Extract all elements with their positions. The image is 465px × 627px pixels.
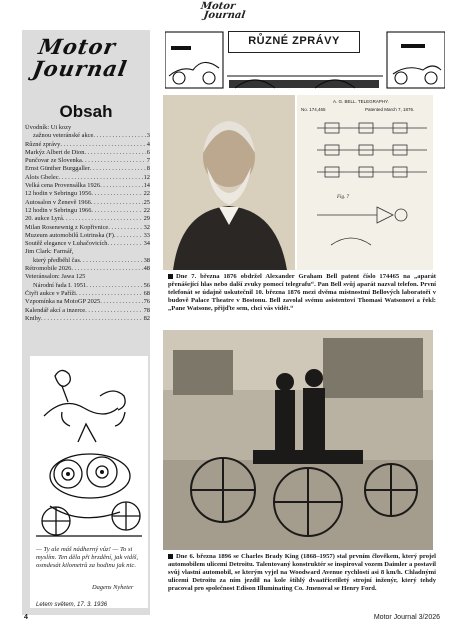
toc-item xyxy=(25,290,150,298)
toc-leader-dots xyxy=(80,257,143,265)
patent-label: A. G. BELL. TELEGRAPHY. xyxy=(333,99,389,104)
toc-item-title: Alois Gbelec xyxy=(25,173,59,181)
toc-item-title: Různé zprávy xyxy=(25,140,61,148)
article-caption-bell: Dne 7. března 1876 obdržel Alexander Graham Bell patent číslo 174465 na „aparát přenášející hlas nebo další zvuky pomocí telegrafu“. Pan Bell svůj aparát nazval telefon. První telefonát se údajně uskutečnil 10. března 1876 mezi dvěma místnostmi Bellových laboratoří v budově Palace Theatre v Bostonu. Bell zavolal svému asistentovi Thomasi Watsonovi a řekl: „Pane Watsone, přijďte sem, chci vás vidět.“ xyxy=(168,273,436,312)
toc-item xyxy=(25,257,150,265)
toc-item-page: 34 xyxy=(143,240,150,248)
toc-leader-dots xyxy=(63,215,143,223)
section-title: RŮZNÉ ZPRÁVY xyxy=(228,31,360,53)
toc-item-page: 48 xyxy=(143,265,150,273)
toc-item-title: Jim Clark: Farmář, xyxy=(25,248,74,256)
toc-leader-dots xyxy=(91,190,142,198)
toc-item xyxy=(25,199,150,207)
toc-item xyxy=(25,165,150,173)
toc-item-page: 68 xyxy=(143,289,150,297)
toc-leader-dots xyxy=(59,174,143,182)
toc-item-page: 56 xyxy=(143,281,150,289)
toc-title: Obsah xyxy=(59,102,113,121)
caption-marker xyxy=(168,554,173,559)
toc-item-title: Veteránsalon: Jawa 125 xyxy=(25,273,86,281)
sidebar-logo-line2: Journal xyxy=(30,56,130,81)
toc-item-title: Ernst Günther Burggaller xyxy=(25,165,90,173)
toc-item xyxy=(25,207,150,215)
cartoon-source: Letem světem, 17. 3. 1936 xyxy=(36,602,108,608)
toc-leader-dots xyxy=(91,199,143,207)
toc-item xyxy=(25,157,150,165)
toc-item-title: který předběhl čas xyxy=(33,256,80,264)
toc-item xyxy=(25,174,150,182)
toc-item xyxy=(25,240,150,248)
toc-item xyxy=(25,298,150,306)
toc-item xyxy=(25,224,150,232)
patent-number: No. 174,465 xyxy=(301,107,326,112)
toc-leader-dots xyxy=(91,207,142,215)
toc-leader-dots xyxy=(60,141,145,149)
toc-item-page: 29 xyxy=(143,215,150,223)
king-automobile-photo xyxy=(163,330,433,550)
toc-item-title: 20. aukce Lyrá xyxy=(25,215,63,223)
toc-item-page: 22 xyxy=(143,206,150,214)
issue-label: Motor Journal 3/2026 xyxy=(373,614,440,621)
toc-item xyxy=(25,315,150,323)
toc-item-page: 14 xyxy=(143,182,150,190)
toc-item-page: 25 xyxy=(143,198,150,206)
toc-leader-dots xyxy=(108,240,143,248)
toc-item-page: 4 xyxy=(146,140,150,148)
toc-item xyxy=(25,141,150,149)
toc-item-page: 8 xyxy=(146,165,150,173)
toc-item-title: Markýz Albert de Dion xyxy=(25,148,85,156)
toc-item-title: Soutěž elegance v Luhačovicích xyxy=(25,240,108,248)
toc-item xyxy=(25,190,150,198)
toc-leader-dots xyxy=(108,224,142,232)
toc-item xyxy=(25,248,150,256)
header-logo xyxy=(198,2,271,24)
toc-item xyxy=(25,273,150,281)
toc-item-title: Knihy xyxy=(25,314,41,322)
toc-leader-dots xyxy=(93,132,145,140)
article-caption-king: Dne 6. března 1896 se Charles Brady King (1868–1957) stal prvním člověkem, který projel automobilem ulicemi Detroitu. Talentovaný konstruktér se inspiroval vozem Daimler a postavil svůj vlastní automobil, se kterým vyjel na Woodward Avenue rychlostí asi 8 km/h. Chladnými ulicemi Detroitu za ním jezdil na kole štíhlý dvaatřicetiletý strojní inženýr, který tehdy pracoval pro společnost Edison Illuminating Co. Jmenoval se Henry Ford. xyxy=(168,553,436,592)
patent-fig-label: Fig. 7 xyxy=(337,195,349,200)
toc-leader-dots xyxy=(76,290,143,298)
cartoon-caption: — Ty ale máš nádherný vůz! — To si myslím. Ten děla při brzdění, jak vidíš, osmdesát kilometrů za hodinu jak nic. xyxy=(36,546,139,569)
toc-item xyxy=(25,182,150,190)
toc-item-page: 32 xyxy=(143,223,150,231)
toc-item xyxy=(25,282,150,290)
caption-marker xyxy=(168,274,173,279)
header-logo-line2: Journal xyxy=(202,10,246,21)
toc-item-title: Kalendář akcí a inzerce xyxy=(25,306,86,314)
toc-item-page: 22 xyxy=(143,190,150,198)
toc-item-page: 78 xyxy=(143,306,150,314)
toc-leader-dots xyxy=(84,149,145,157)
automobile-illustration xyxy=(163,330,433,550)
toc-item-title: Milan Rosenewnig z Kopřivnice xyxy=(25,223,109,231)
toc-leader-dots xyxy=(90,165,146,173)
portrait-illustration xyxy=(163,95,295,270)
cartoon-author: Dagens Nyheter xyxy=(92,584,134,591)
toc-leader-dots xyxy=(86,282,142,290)
toc-item-page: 7 xyxy=(146,157,150,165)
toc-item-title: 12 hodin v Sebringu 1966 xyxy=(25,206,92,214)
toc-item-title: Úvodník: Ui kozy xyxy=(25,124,72,131)
toc-leader-dots xyxy=(100,182,143,190)
toc-item-page: 3 xyxy=(146,132,150,140)
sidebar-logo xyxy=(21,36,151,90)
toc-item-title: Rétromobile 2026 xyxy=(25,265,72,273)
toc-item-page: 82 xyxy=(143,314,150,322)
toc-item-title: Punčovar ze Slovenka xyxy=(25,157,82,165)
toc-item xyxy=(25,124,150,132)
toc-leader-dots xyxy=(85,307,142,315)
toc-leader-dots xyxy=(114,232,143,240)
toc-item-page: 12 xyxy=(143,173,150,181)
toc-item-title: Národní řada I. 1951 xyxy=(33,281,87,289)
toc-item xyxy=(25,232,150,240)
toc-item xyxy=(25,265,150,273)
patent-drawing xyxy=(297,95,433,270)
toc-item-page: 76 xyxy=(143,298,150,306)
toc-item-title: 12 hodin v Sebringu 1956 xyxy=(25,190,92,198)
cartoon-drawing xyxy=(30,356,148,546)
patent-illustration xyxy=(297,95,433,270)
toc-item xyxy=(25,215,150,223)
toc-leader-dots xyxy=(41,315,143,323)
toc-item-page: 33 xyxy=(143,231,150,239)
toc-item-title: Čtyři aukce v Paříži xyxy=(25,289,76,297)
toc-leader-dots xyxy=(100,298,142,306)
toc-item-title: zažnou veteránské akce xyxy=(33,132,94,140)
cartoon-frame xyxy=(30,356,148,608)
toc-item xyxy=(25,132,150,140)
patent-date: Patented March 7, 1876. xyxy=(365,107,415,112)
toc-item xyxy=(25,307,150,315)
header-logo-line1: Motor xyxy=(200,1,236,12)
bell-portrait-photo xyxy=(163,95,295,270)
table-of-contents xyxy=(25,124,150,323)
toc-leader-dots xyxy=(71,265,142,273)
toc-item-title: Muzeum automobilů Lotrinska (F) xyxy=(25,231,114,239)
toc-item-title: Autosalon v Ženevě 1966 xyxy=(25,198,91,206)
toc-item-title: Vzpomínka na MotoGP 2025 xyxy=(25,298,101,306)
toc-item-page: 38 xyxy=(143,256,150,264)
toc-leader-dots xyxy=(82,157,146,165)
toc-item-title: Velká cena Provensálka 1926 xyxy=(25,182,101,190)
page-number: 4 xyxy=(24,614,28,621)
toc-item xyxy=(25,149,150,157)
sidebar-logo-line1: Motor xyxy=(36,34,119,59)
toc-item-page: 6 xyxy=(146,148,150,156)
